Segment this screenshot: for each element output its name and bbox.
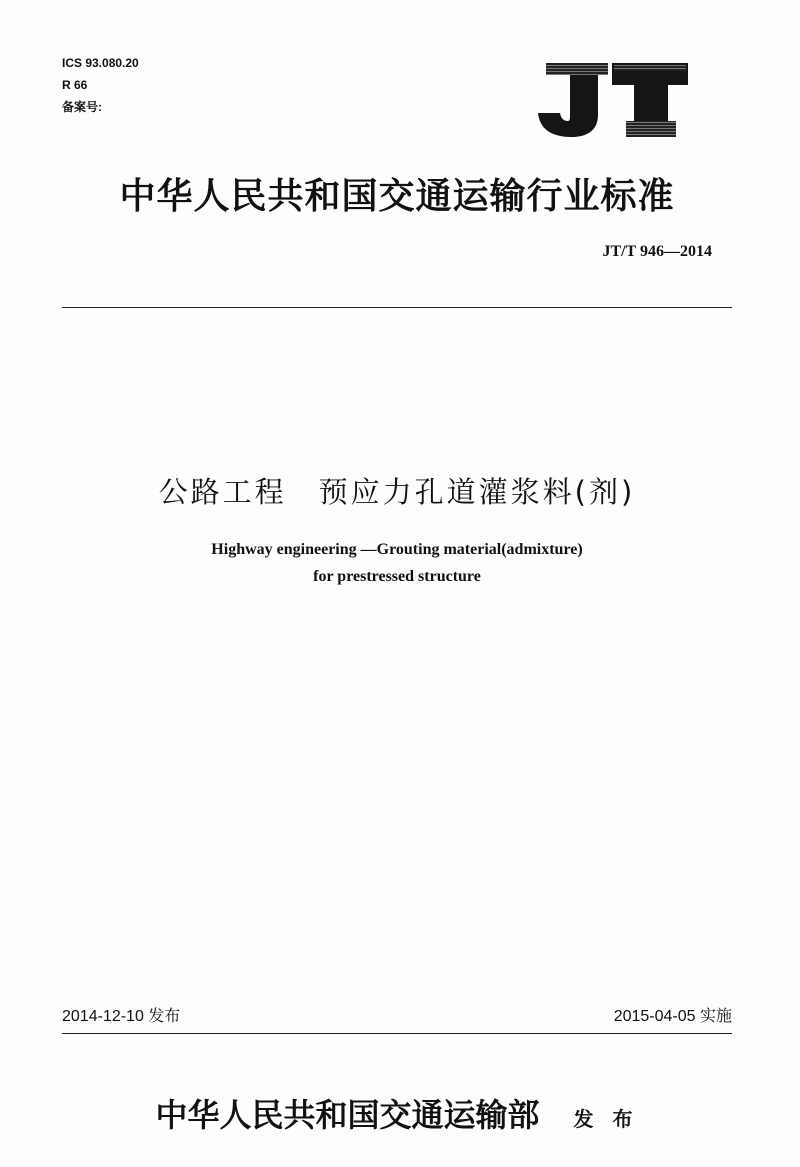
implementation-date: 2015-04-05 实施	[613, 1008, 732, 1025]
publisher	[62, 1090, 732, 1136]
ics-code: ICS 93.080.20	[62, 56, 139, 70]
publish-action: 发 布	[573, 1107, 639, 1131]
top-divider	[62, 307, 732, 308]
publisher-name: 中华人民共和国交通运输部	[155, 1096, 540, 1134]
bottom-divider	[62, 1033, 732, 1034]
english-title	[62, 536, 732, 590]
english-title-line-2: for prestressed structure	[313, 568, 481, 585]
english-title-line-1: Highway engineering —Grouting material(admixture)	[211, 541, 583, 558]
filing-number-label: 备案号:	[62, 100, 102, 114]
classification-code: R 66	[62, 78, 88, 92]
document-meta	[62, 52, 139, 118]
issue-date: 2014-12-10 发布	[62, 1008, 181, 1025]
chinese-title: 公路工程 预应力孔道灌浆料(剂)	[158, 475, 636, 509]
jt-logo	[534, 61, 688, 139]
standard-code: JT/T 946—2014	[602, 243, 712, 260]
standard-type-heading: 中华人民共和国交通运输行业标准	[119, 175, 675, 217]
